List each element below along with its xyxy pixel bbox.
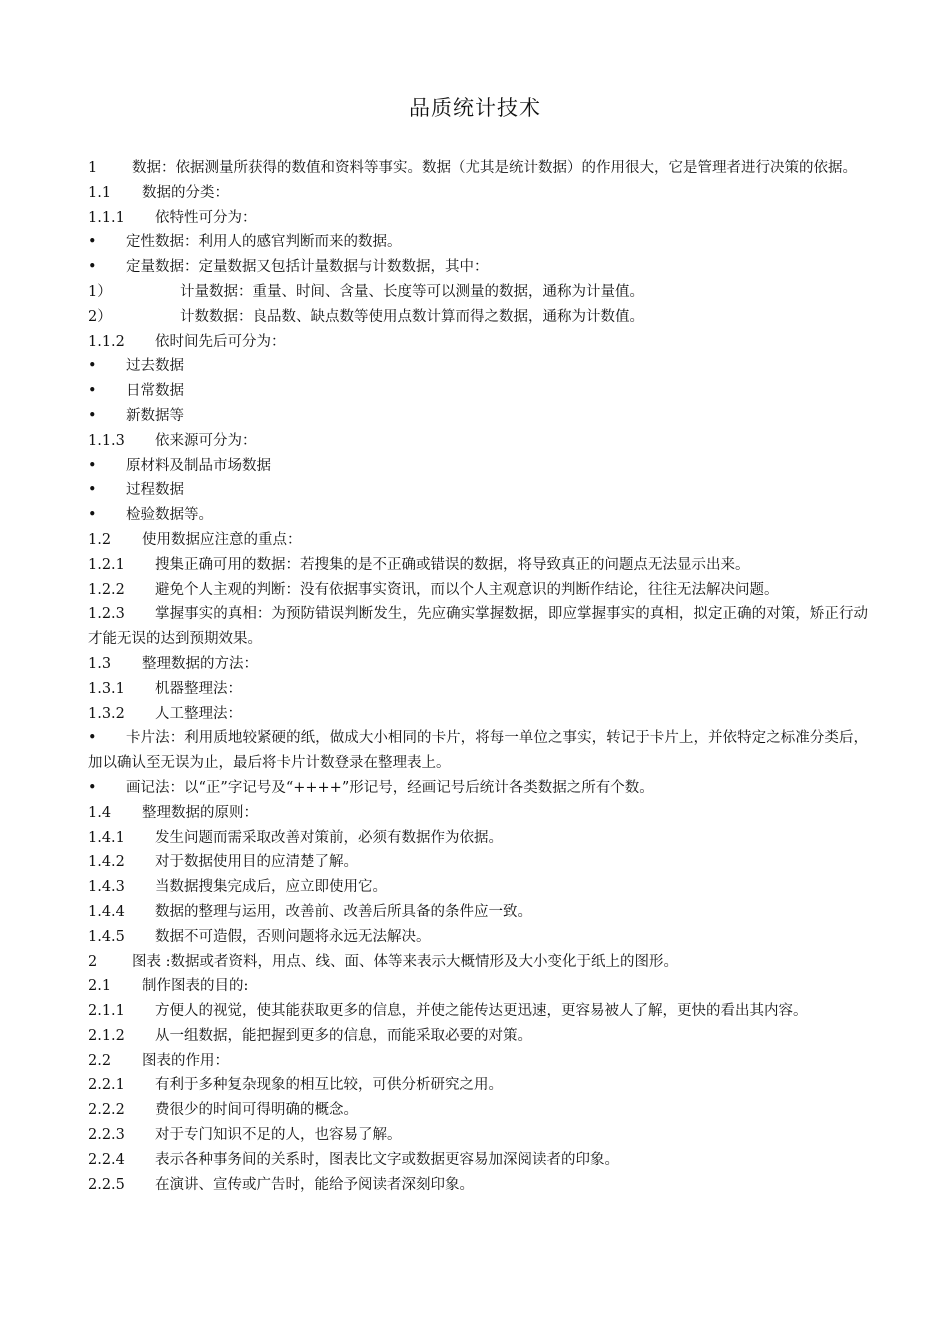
- line-number: •: [88, 234, 97, 251]
- line-text: 当数据搜集完成后，应立即使用它。: [155, 879, 387, 896]
- document-body: [88, 156, 868, 1197]
- line-number: 1: [88, 160, 98, 176]
- line-number: 2.2.3: [88, 1127, 125, 1144]
- line-text: 数据的分类：: [142, 184, 229, 201]
- line-number: 2.2.1: [88, 1077, 125, 1094]
- text-line: [88, 206, 868, 231]
- text-line: [88, 1173, 868, 1198]
- text-line: [88, 950, 868, 975]
- line-number: •: [88, 358, 97, 375]
- text-line: [88, 702, 868, 727]
- line-text: 画记法：以“正”字记号及“++++”形记号，经画记号后统计各类数据之所有个数。: [126, 779, 654, 796]
- line-text: 对于专门知识不足的人，也容易了解。: [155, 1127, 402, 1144]
- line-number: 1.2: [88, 531, 112, 548]
- line-text: 计量数据：重量、时间、含量、长度等可以测量的数据，通称为计量值。: [180, 283, 644, 300]
- line-number: •: [88, 407, 97, 424]
- line-text: 有利于多种复杂现象的相互比较，可供分析研究之用。: [155, 1077, 503, 1094]
- text-line: [88, 1098, 868, 1123]
- line-number: 2.1: [88, 978, 112, 995]
- line-number: 2: [88, 953, 98, 970]
- text-line: [88, 330, 868, 355]
- line-number: 1.4: [88, 804, 112, 821]
- line-text: 卡片法：利用质地较紧硬的纸，做成大小相同的卡片，将每一单位之事实，转记于卡片上，并依特定之标准分类后，加以确认至无误为止，最后将卡片计数登录在整理表上。: [88, 730, 868, 772]
- line-number: •: [88, 457, 97, 474]
- text-line: [88, 826, 868, 851]
- text-line: [88, 1148, 868, 1173]
- text-line: [88, 379, 868, 404]
- text-line: [88, 900, 868, 925]
- text-line: [88, 875, 868, 900]
- line-number: 2.2.4: [88, 1151, 125, 1168]
- line-number: 2.1.1: [88, 1003, 125, 1020]
- line-number: 2.2: [88, 1052, 112, 1069]
- line-text: 方便人的视觉，使其能获取更多的信息，并使之能传达更迅速，更容易被人了解，更快的看出其内容。: [155, 1003, 808, 1020]
- line-number: •: [88, 482, 97, 499]
- line-text: 搜集正确可用的数据：若搜集的是不正确或错误的数据，将导致真正的问题点无法显示出来。: [155, 556, 750, 573]
- text-line: [88, 156, 868, 181]
- line-text: 数据不可造假，否则问题将永远无法解决。: [155, 928, 431, 945]
- line-text: 新数据等: [126, 407, 184, 424]
- text-line: [88, 429, 868, 454]
- line-text: 计数数据：良品数、缺点数等使用点数计算而得之数据，通称为计数值。: [180, 308, 644, 325]
- text-line: [88, 404, 868, 429]
- text-line: [88, 503, 868, 528]
- line-text: 数据：依据测量所获得的数值和资料等事实。数据（尤其是统计数据）的作用很大，它是管理者进行决策的依据。: [132, 160, 857, 176]
- line-number: •: [88, 730, 97, 747]
- text-line: [88, 677, 868, 702]
- line-text: 检验数据等。: [126, 507, 213, 524]
- line-number: 1）: [88, 283, 112, 300]
- line-number: 1.4.4: [88, 903, 125, 920]
- line-number: 1.4.1: [88, 829, 125, 846]
- line-text: 图表的作用：: [142, 1052, 229, 1069]
- line-number: •: [88, 507, 97, 524]
- text-line: [88, 602, 868, 652]
- text-line: [88, 1073, 868, 1098]
- line-text: 日常数据: [126, 383, 184, 400]
- line-number: 2.2.2: [88, 1102, 125, 1119]
- text-line: [88, 578, 868, 603]
- line-number: 1.1: [88, 184, 112, 201]
- line-number: 1.3: [88, 655, 112, 672]
- line-number: 1.4.5: [88, 928, 125, 945]
- line-number: 1.1.1: [88, 209, 125, 226]
- text-line: [88, 726, 868, 776]
- text-line: [88, 1024, 868, 1049]
- text-line: [88, 181, 868, 206]
- line-text: 依时间先后可分为：: [155, 333, 286, 350]
- line-text: 表示各种事务间的关系时，图表比文字或数据更容易加深阅读者的印象。: [155, 1151, 619, 1168]
- line-text: 依特性可分为：: [155, 209, 257, 226]
- line-number: 1.2.2: [88, 581, 125, 598]
- text-line: [88, 255, 868, 280]
- text-line: [88, 305, 868, 330]
- line-number: 1.3.1: [88, 680, 125, 697]
- line-number: •: [88, 259, 97, 276]
- line-number: 1.2.3: [88, 606, 125, 623]
- text-line: [88, 1049, 868, 1074]
- line-text: 依来源可分为：: [155, 432, 257, 449]
- line-number: 1.3.2: [88, 705, 125, 722]
- line-text: 机器整理法：: [155, 680, 242, 697]
- text-line: [88, 454, 868, 479]
- text-line: [88, 801, 868, 826]
- line-text: 使用数据应注意的重点：: [142, 531, 302, 548]
- text-line: [88, 478, 868, 503]
- text-line: [88, 999, 868, 1024]
- line-text: 对于数据使用目的应清楚了解。: [155, 854, 358, 871]
- line-text: 从一组数据，能把握到更多的信息，而能采取必要的对策。: [155, 1027, 532, 1044]
- text-line: [88, 553, 868, 578]
- line-number: 2.1.2: [88, 1027, 125, 1044]
- line-text: 图表 :数据或者资料，用点、线、面、体等来表示大概情形及大小变化于纸上的图形。: [132, 953, 678, 970]
- text-line: [88, 652, 868, 677]
- line-text: 避免个人主观的判断：没有依据事实资讯，而以个人主观意识的判断作结论，往往无法解决问题。: [155, 581, 779, 598]
- line-number: 2）: [88, 308, 112, 325]
- line-number: 1.1.2: [88, 333, 125, 350]
- line-number: 2.2.5: [88, 1176, 125, 1193]
- line-number: •: [88, 383, 97, 400]
- line-text: 定性数据：利用人的感官判断而来的数据。: [126, 234, 402, 251]
- text-line: [88, 354, 868, 379]
- text-line: [88, 528, 868, 553]
- line-text: 过去数据: [126, 358, 184, 375]
- line-text: 原材料及制品市场数据: [126, 457, 271, 474]
- line-text: 制作图表的目的:: [142, 978, 249, 995]
- line-number: 1.4.2: [88, 854, 125, 871]
- text-line: [88, 1123, 868, 1148]
- text-line: [88, 850, 868, 875]
- line-text: 费很少的时间可得明确的概念。: [155, 1102, 358, 1119]
- text-line: [88, 925, 868, 950]
- line-text: 人工整理法：: [155, 705, 242, 722]
- line-number: 1.2.1: [88, 556, 125, 573]
- line-number: 1.1.3: [88, 432, 125, 449]
- line-text: 发生问题而需采取改善对策前，必须有数据作为依据。: [155, 829, 503, 846]
- line-number: 1.4.3: [88, 879, 125, 896]
- line-text: 掌握事实的真相：为预防错误判断发生，先应确实掌握数据，即应掌握事实的真相，拟定正确的对策，矫正行动才能无误的达到预期效果。: [88, 606, 868, 648]
- text-line: [88, 974, 868, 999]
- text-line: [88, 230, 868, 255]
- text-line: [88, 280, 868, 305]
- line-number: •: [88, 779, 97, 796]
- text-line: [88, 776, 868, 801]
- line-text: 整理数据的原则：: [142, 804, 258, 821]
- line-text: 定量数据：定量数据又包括计量数据与计数数据，其中：: [126, 259, 489, 276]
- line-text: 数据的整理与运用，改善前、改善后所具备的条件应一致。: [155, 903, 532, 920]
- line-text: 在演讲、宣传或广告时，能给予阅读者深刻印象。: [155, 1176, 474, 1193]
- line-text: 整理数据的方法：: [142, 655, 258, 672]
- line-text: 过程数据: [126, 482, 184, 499]
- page-title: 品质统计技术: [409, 96, 541, 120]
